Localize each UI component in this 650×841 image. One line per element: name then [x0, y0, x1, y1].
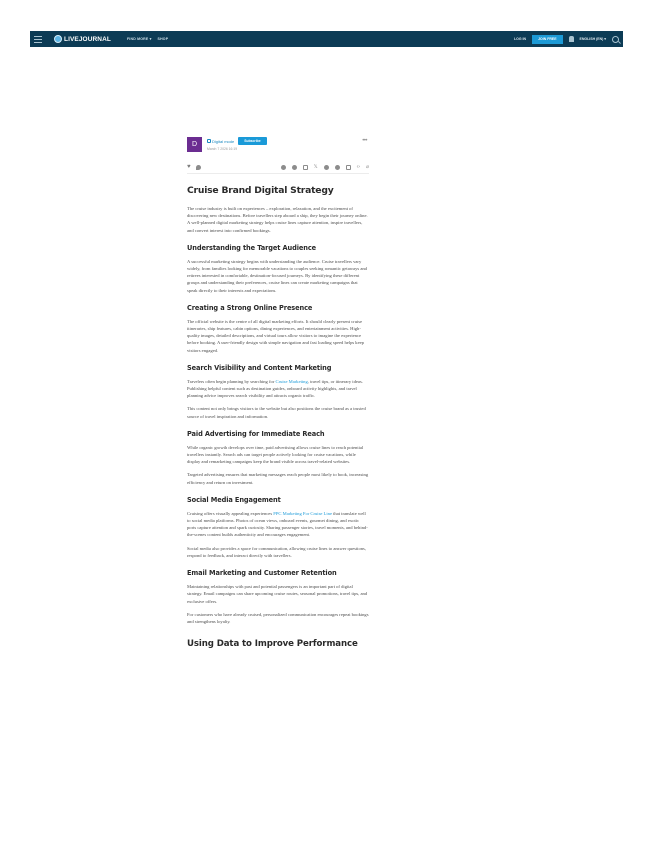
section-paragraph: Social media also provides a space for communication, allowing cruise lines to answer questions, respond to feedback, and interact directly with travellers. [187, 545, 366, 558]
toolbar-left [187, 165, 201, 170]
flipboard-icon[interactable] [303, 165, 308, 170]
section-paragraph: Maintaining relationships with past and potential passengers is an important part of digital strategy. Email campaigns can share upcoming cruise routes, seasonal promotions, travel tips, and exclusive offers. [187, 584, 368, 604]
subscribe-button[interactable]: Subscribe [238, 137, 266, 145]
section-heading: Using Data to Improve Performance [187, 639, 358, 650]
section-paragraph: The official website is the centre of all digital marketing efforts. It should clearly present cruise itineraries, ship features, cabin options, dining experiences, and entertainment activities. High-quality images, detailed descriptions, and virtual tours allow visitors to imagine the experience before booking. A user-friendly design with simple navigation and fast loading speed helps keep visitors engaged. [187, 318, 364, 353]
navbar-right [514, 35, 619, 44]
section-paragraph: Targeted advertising ensures that marketing messages reach people most likely to book, increasing efficiency and return on investment. [187, 472, 369, 485]
section-paragraph [187, 378, 369, 400]
author-name: Digital mode [212, 138, 235, 144]
text-fragment: Cruising offers visually appealing experiences [187, 510, 274, 516]
article [187, 137, 369, 655]
navbar-left [34, 35, 168, 43]
post-toolbar [187, 163, 369, 174]
author-meta [207, 137, 267, 151]
link-icon[interactable]: ⌀ [365, 163, 369, 170]
login-button[interactable]: LOG IN [514, 37, 527, 41]
post-title: Cruise Brand Digital Strategy [187, 185, 334, 196]
nav-link-shop[interactable]: SHOP [157, 37, 169, 41]
telegram-icon[interactable] [335, 165, 340, 170]
ppc-marketing-link[interactable]: PPC Marketing For Cruise Line [273, 510, 332, 516]
heart-icon[interactable]: ♥ [187, 163, 191, 170]
language-selector[interactable]: ENGLISH (EN) ▾ [579, 37, 606, 41]
text-fragment: , travel tips, or itinerary ideas. Publishing helpful content such as destination guides, onboard activity highlights, and travel planning advice improves search visibility and attracts organic traffic. [187, 378, 363, 399]
livejournal-logo[interactable] [54, 35, 111, 43]
section-paragraph: For customers who have already cruised, personalized communication encourages repeat bookings and strengthens loyalty. [187, 611, 369, 624]
author-link[interactable] [207, 139, 234, 144]
section-paragraph [187, 510, 369, 539]
section-heading: Paid Advertising for Immediate Reach [187, 429, 325, 438]
text-fragment: that translate well to social media platforms. Photos of ocean views, onboard events, gourmet dining, and exotic ports capture attention and spark curiosity. Sharing passenger stories, travel moments, and behind-the-scenes content builds authenticity and encourages engagement. [187, 510, 368, 538]
section-heading: Search Visibility and Content Marketing [187, 363, 332, 372]
cruise-marketing-link[interactable]: Cruise Marketing [275, 378, 308, 384]
section-paragraph: While organic growth develops over time, paid advertising allows cruise lines to reach potential travellers instantly. Search ads can target people actively looking for cruise vacations, while display and remarketing campaigns keep the brand visible across travel-related websites. [187, 444, 364, 465]
post-date: March 7 2026 16:19 [207, 147, 238, 151]
author-top [207, 137, 267, 145]
bell-icon[interactable] [569, 36, 574, 42]
logo-text: LIVEJOURNAL [64, 35, 111, 43]
livejournal-logo-icon [54, 35, 62, 43]
section-heading: Email Marketing and Customer Retention [187, 569, 337, 578]
comment-icon[interactable] [196, 165, 201, 170]
facebook-icon[interactable] [292, 165, 297, 170]
text-fragment: Travelers often begin planning by searching for [187, 378, 276, 384]
reddit-icon[interactable] [324, 165, 329, 170]
more-options-icon[interactable]: ••• [362, 138, 367, 144]
user-icon [207, 139, 211, 143]
author-row [187, 137, 369, 157]
menu-icon[interactable] [34, 36, 42, 43]
join-free-button[interactable]: JOIN FREE [532, 35, 562, 44]
section-paragraph: This content not only brings visitors to the website but also positions the cruise brand as a trusted source of travel inspiration and information. [187, 406, 366, 419]
top-navbar [30, 31, 623, 47]
email-icon[interactable] [346, 165, 351, 170]
section-heading: Understanding the Target Audience [187, 243, 317, 252]
embed-icon[interactable]: ‹› [356, 163, 360, 170]
x-icon[interactable]: 𝕏 [313, 163, 318, 170]
share-toolbar [281, 165, 369, 170]
avatar[interactable]: D [187, 137, 202, 152]
search-icon[interactable] [612, 36, 619, 43]
nav-link-find-more[interactable]: FIND MORE ▾ [126, 37, 152, 41]
threads-icon[interactable] [281, 165, 286, 170]
intro-paragraph: The cruise industry is built on experiences – exploration, relaxation, and the excitement of discovering new destinations. Before travellers step aboard a ship, they begin their journey online. A well-planned digital marketing strategy helps cruise lines capture attention, inspire travellers, and convert interest into confirmed bookings. [187, 206, 368, 233]
section-paragraph: A successful marketing strategy begins with understanding the audience. Cruise travellers vary widely, from families looking for memorable vacations to couples seeking romantic getaways and retirees interested in comfortable, destination-focused journeys. By identifying these different groups and understanding their preferences, cruise lines can create marketing campaigns that speak directly to their interests and expectations. [187, 258, 367, 293]
section-heading: Social Media Engagement [187, 495, 281, 504]
section-heading: Creating a Strong Online Presence [187, 303, 313, 312]
